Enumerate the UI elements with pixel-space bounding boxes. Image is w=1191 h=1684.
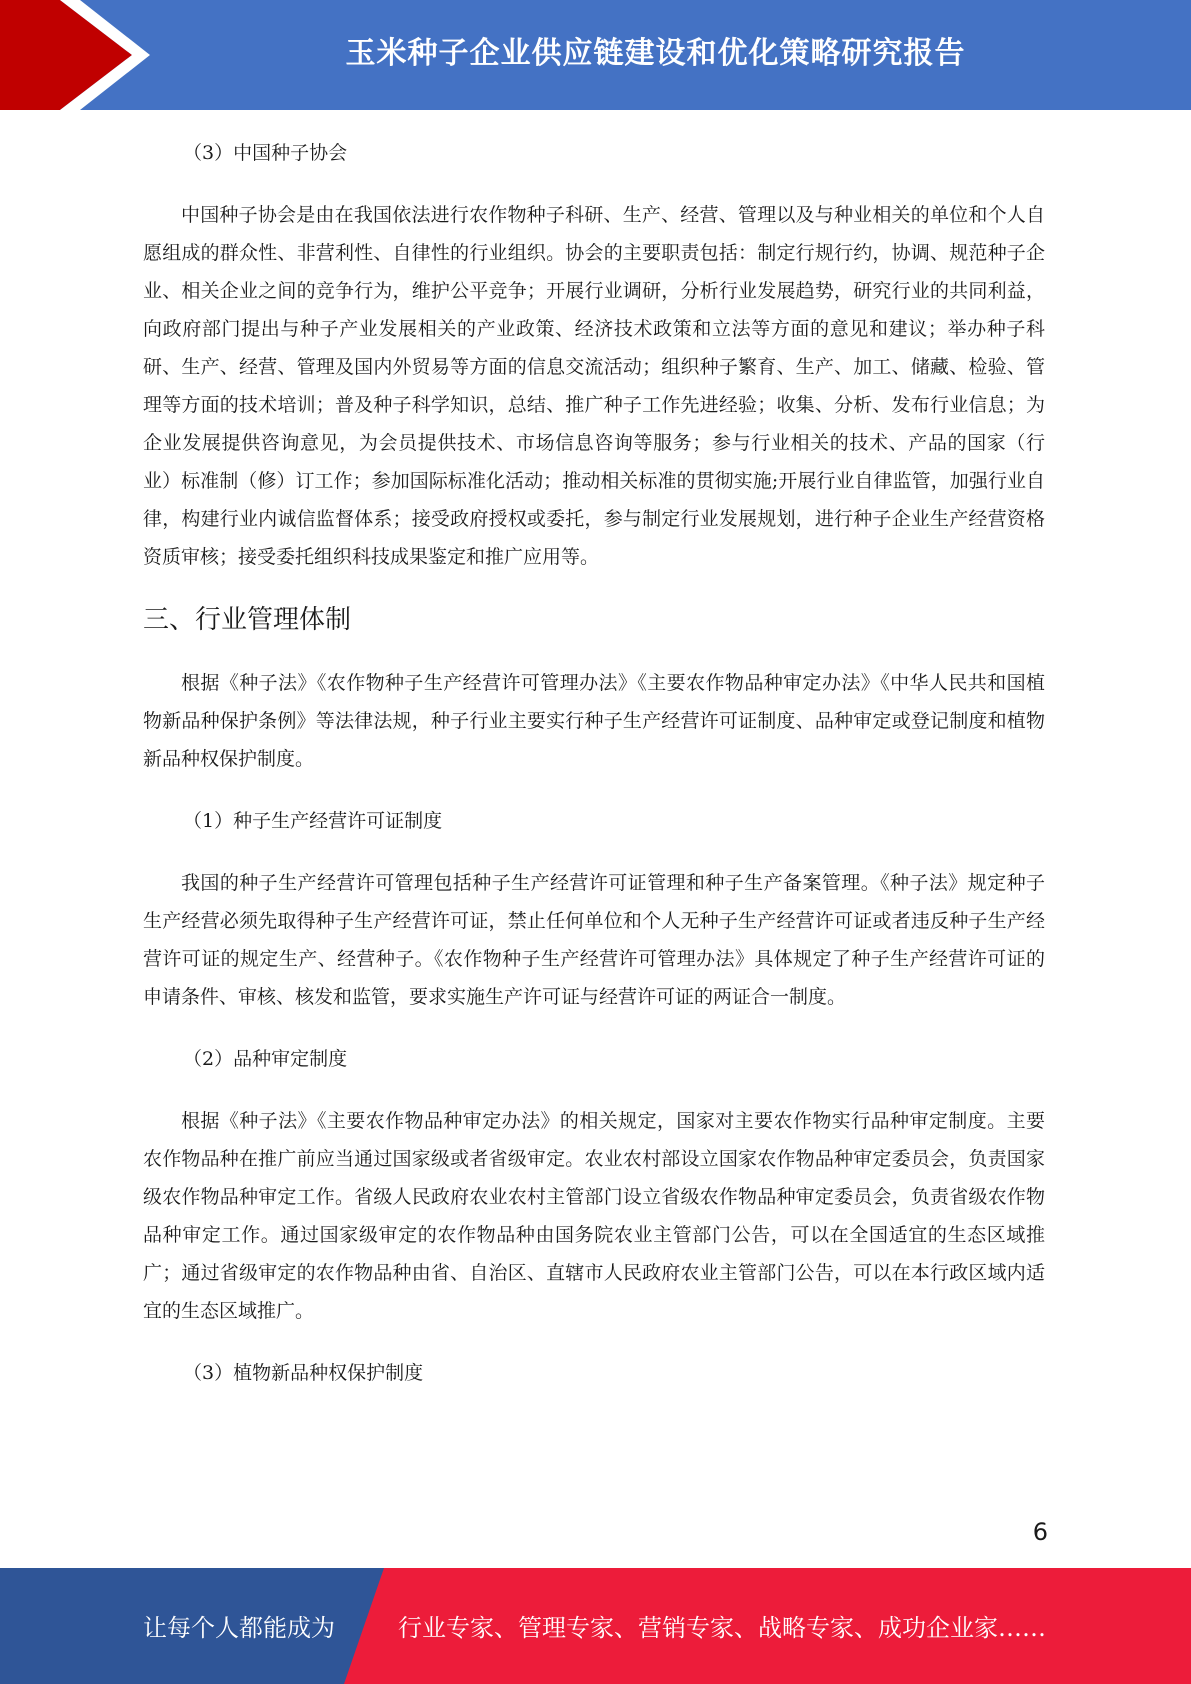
footer-slogan-right: 行业专家、管理专家、营销专家、战略专家、成功企业家…… [398, 1614, 1046, 1642]
page-header [0, 0, 1191, 110]
paragraph-license-system: 我国的种子生产经营许可管理包括种子生产经营许可证管理和种子生产备案管理。《种子法》规定种子生产经营必须先取得种子生产经营许可证，禁止任何单位和个人无种子生产经营许可证或者违反种子生产经营许可证的规定生产、经营种子。《农作物种子生产经营许可管理办法》具体规定了种子生产经营许可证的申请条件、审核、核发和监管，要求实施生产许可证与经营许可证的两证合一制度。 [143, 872, 1045, 1008]
subheading-variety-protection: （3）植物新品种权保护制度 [183, 1362, 424, 1384]
subheading-license-system: （1）种子生产经营许可证制度 [183, 810, 443, 832]
paragraph-variety-approval: 根据《种子法》《主要农作物品种审定办法》的相关规定，国家对主要农作物实行品种审定制度。主要农作物品种在推广前应当通过国家级或者省级审定。农业农村部设立国家农作物品种审定委员会，负责国家级农作物品种审定工作。省级人民政府农业农村主管部门设立省级农作物品种审定委员会，负责省级农作物品种审定工作。通过国家级审定的农作物品种由国务院农业主管部门公告，可以在全国适宜的生态区域推广；通过省级审定的农作物品种由省、自治区、直辖市人民政府农业主管部门公告，可以在本行政区域内适宜的生态区域推广。 [143, 1110, 1045, 1322]
page-content [143, 134, 1045, 1416]
section-heading-management: 三、行业管理体制 [143, 605, 352, 635]
page-footer [0, 1568, 1191, 1684]
paragraph-management-intro: 根据《种子法》《农作物种子生产经营许可管理办法》《主要农作物品种审定办法》《中华人民共和国植物新品种保护条例》等法律法规，种子行业主要实行种子生产经营许可证制度、品种审定或登记制度和植物新品种权保护制度。 [143, 672, 1045, 770]
subheading-variety-approval: （2）品种审定制度 [183, 1048, 348, 1070]
page-number: 6 [1032, 1518, 1048, 1546]
footer-slogan-left: 让每个人都能成为 [143, 1614, 335, 1642]
paragraph-seed-association: 中国种子协会是由在我国依法进行农作物种子科研、生产、经营、管理以及与种业相关的单位和个人自愿组成的群众性、非营利性、自律性的行业组织。协会的主要职责包括：制定行规行约，协调、规范种子企业、相关企业之间的竞争行为，维护公平竞争；开展行业调研，分析行业发展趋势，研究行业的共同利益，向政府部门提出与种子产业发展相关的产业政策、经济技术政策和立法等方面的意见和建议；举办种子科研、生产、经营、管理及国内外贸易等方面的信息交流活动；组织种子繁育、生产、加工、储藏、检验、管理等方面的技术培训；普及种子科学知识，总结、推广种子工作先进经验；收集、分析、发布行业信息；为企业发展提供咨询意见，为会员提供技术、市场信息咨询等服务；参与行业相关的技术、产品的国家（行业）标准制（修）订工作；参加国际标准化活动；推动相关标准的贯彻实施;开展行业自律监管，加强行业自律，构建行业内诚信监督体系；接受政府授权或委托，参与制定行业发展规划，进行种子企业生产经营资格资质审核；接受委托组织科技成果鉴定和推广应用等。 [143, 204, 1045, 568]
report-title: 玉米种子企业供应链建设和优化策略研究报告 [345, 36, 966, 71]
subheading-seed-association: （3）中国种子协会 [183, 142, 348, 164]
